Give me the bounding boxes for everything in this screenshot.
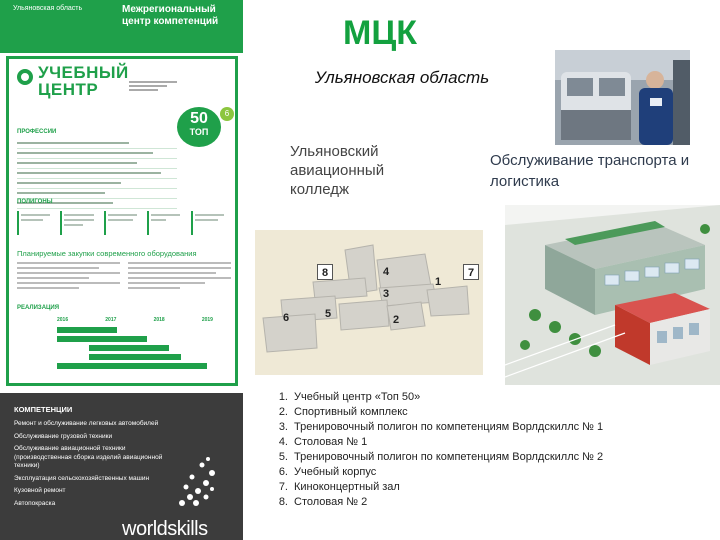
competencies-heading: КОМПЕТЕНЦИИ <box>14 405 73 414</box>
legend-number: 5. <box>278 451 288 463</box>
plan-marker-1: 1 <box>435 276 442 288</box>
specialization-title: Обслуживание транспорта и логистика <box>490 152 690 190</box>
region-subtitle: Ульяновская область <box>314 68 490 87</box>
legend-number: 6. <box>278 466 288 478</box>
competency-item: Автопокраска <box>14 499 56 507</box>
worldskills-logo: worldskills <box>122 518 208 540</box>
training-center-logo-icon <box>17 69 33 85</box>
poster-sheet <box>6 56 238 386</box>
legend-item <box>266 450 706 465</box>
gantt-bar <box>57 327 117 333</box>
top50-count-badge: 6 <box>220 107 234 121</box>
legend-text: Учебный корпус <box>294 466 377 478</box>
college-name: Ульяновский авиационный колледж <box>290 143 385 198</box>
gantt-year: 2018 <box>153 317 165 323</box>
legend-number: 2. <box>278 406 288 418</box>
gantt-years <box>17 317 231 323</box>
competencies-list <box>14 420 174 512</box>
competency-item: Обслуживание грузовой техники <box>14 432 113 440</box>
page-title: МЦК <box>343 14 417 52</box>
legend-text: Тренировочный полигон по компетенциям Ворлдскиллс № 1 <box>294 421 604 433</box>
polygons-heading: ПОЛИГОНЫ <box>17 199 53 205</box>
plan-marker-3: 3 <box>383 288 390 300</box>
legend-item <box>266 465 706 480</box>
legend-item <box>266 390 706 405</box>
legend-item <box>266 480 706 495</box>
plan-marker-2: 2 <box>393 314 400 326</box>
plan-marker-5: 5 <box>325 308 332 320</box>
training-center-logo-text: УЧЕБНЫЙ ЦЕНТР <box>38 63 129 99</box>
legend-item <box>266 495 706 510</box>
legend-text: Столовая № 1 <box>294 436 368 448</box>
legend-number: 4. <box>278 436 288 448</box>
gantt-year: 2016 <box>57 317 69 323</box>
plan-marker-4: 4 <box>383 266 390 278</box>
legend-item <box>266 405 706 420</box>
plan-marker-8: 8 <box>317 264 333 280</box>
competencies-panel <box>0 393 243 540</box>
gantt-bar <box>89 345 169 351</box>
polygons-row <box>17 211 231 235</box>
plan-marker-6: 6 <box>283 312 290 324</box>
legend-item <box>266 435 706 450</box>
plan-marker-7: 7 <box>463 264 479 280</box>
building-render <box>505 205 720 385</box>
realization-gantt <box>17 317 231 377</box>
legend-number: 8. <box>278 496 288 508</box>
legend-text: Тренировочный полигон по компетенциям Ворлдскиллс № 2 <box>294 451 604 463</box>
poster-region: Ульяновская область <box>13 5 83 12</box>
competency-item: Эксплуатация сельскохозяйственных машин <box>14 474 150 482</box>
poster-header <box>0 0 243 53</box>
legend-text: Киноконцертный зал <box>294 481 400 493</box>
poster-center-name: Межрегиональный центр компетенций <box>122 4 219 27</box>
gantt-bar <box>89 354 181 360</box>
buildings-legend <box>266 390 706 510</box>
realization-heading: РЕАЛИЗАЦИЯ <box>17 305 60 311</box>
legend-number: 7. <box>278 481 288 493</box>
legend-text: Спортивный комплекс <box>294 406 408 418</box>
legend-text: Учебный центр «Топ 50» <box>294 391 421 403</box>
gantt-bar <box>57 363 207 369</box>
top50-number: 50 <box>190 110 208 127</box>
legend-text: Столовая № 2 <box>294 496 368 508</box>
legend-number: 1. <box>278 391 288 403</box>
gantt-year: 2019 <box>201 317 213 323</box>
worldskills-flame-icon <box>172 453 220 515</box>
workshop-photo <box>555 50 690 145</box>
legend-item <box>266 420 706 435</box>
top50-badge-icon <box>177 107 221 147</box>
competency-item: Кузовной ремонт <box>14 487 66 494</box>
equipment-heading: Планируемые закупки современного оборудования <box>17 249 197 258</box>
top50-label: ТОП <box>189 127 209 137</box>
training-center-poster <box>0 0 243 540</box>
professions-heading: ПРОФЕССИИ <box>17 129 57 135</box>
logo-subtext <box>129 81 177 91</box>
gantt-bar <box>57 336 147 342</box>
legend-number: 3. <box>278 421 288 433</box>
competency-item: Ремонт и обслуживание легковых автомобилей <box>14 420 159 427</box>
equipment-list <box>17 262 231 300</box>
campus-plan <box>255 230 483 375</box>
gantt-year: 2017 <box>105 317 117 323</box>
competency-item: Обслуживание авиационной техники (производственная сборка изделий авиационной техники) <box>14 445 163 469</box>
